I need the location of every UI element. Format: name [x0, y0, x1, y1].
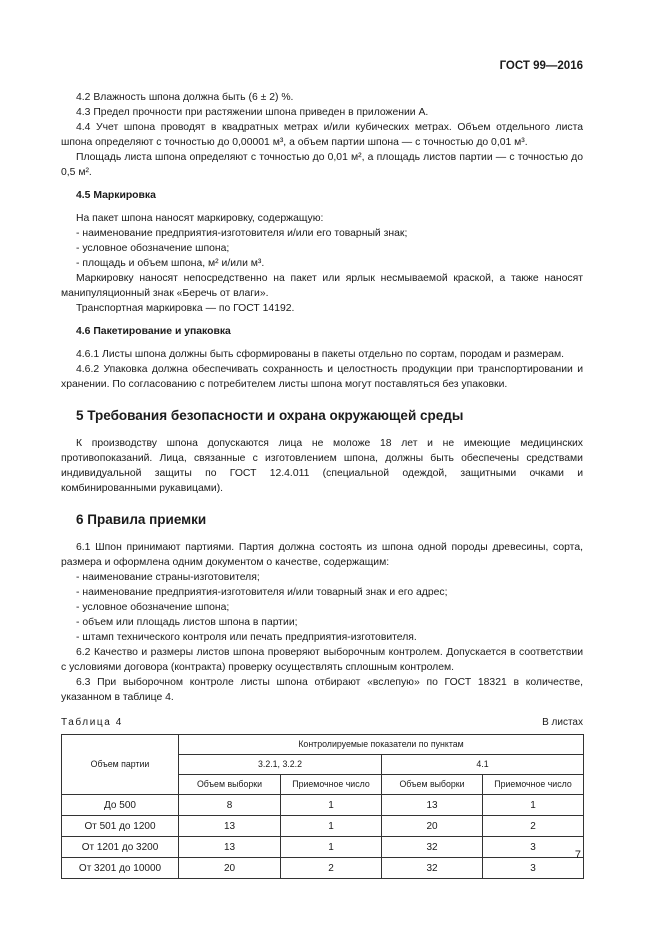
table-caption-row	[61, 715, 583, 730]
table-header-row	[62, 735, 584, 755]
page-content	[61, 90, 583, 879]
document-id-header: ГОСТ 99—2016	[499, 60, 583, 72]
list-item: - наименование предприятия-изготовителя и/или товарный знак и его адрес;	[76, 587, 448, 598]
list-item: - наименование предприятия-изготовителя и/или его товарный знак;	[76, 228, 408, 239]
header-clause-b: 4.1	[382, 755, 584, 775]
list-item: - условное обозначение шпона;	[76, 602, 230, 613]
cell-sample-b: 32	[382, 837, 483, 858]
cell-sample-a: 13	[179, 816, 281, 837]
table-row	[62, 837, 584, 858]
paragraph-6-1: 6.1 Шпон принимают партиями. Партия должна состоять из шпона одной породы древесины, сорта, размера и оформлена одним документом о качестве, содержащим:	[61, 542, 583, 568]
cell-accept-a: 1	[281, 795, 382, 816]
paragraph-6-2: 6.2 Качество и размеры листов шпона проверяют выборочным контролем. Допускается в соответствии с условиями договора (контракта) проверку осуществлять сплошным контролем.	[61, 647, 583, 673]
page-number: 7	[574, 849, 581, 861]
paragraph-4-4: 4.4 Учет шпона проводят в квадратных метрах и/или кубических метрах. Объем отдельного листа шпона определяют с точностью до 0,00001 м³, а объем партии шпона — с точностью до 0,01 м³.	[61, 122, 583, 148]
paragraph-4-5-marking: Маркировку наносят непосредственно на пакет или ярлык несмываемой краской, а также наносят манипуляционный знак «Беречь от влаги».	[61, 273, 583, 299]
cell-lot: От 3201 до 10000	[62, 858, 179, 879]
paragraph-area: Площадь листа шпона определяют с точностью до 0,01 м², а площадь листов партии — с точностью до 0,5 м².	[61, 152, 583, 178]
cell-sample-b: 32	[382, 858, 483, 879]
sampling-table	[61, 734, 584, 879]
cell-lot: До 500	[62, 795, 179, 816]
header-sample-size: Объем выборки	[382, 775, 483, 795]
table-caption: Таблица 4	[61, 717, 123, 728]
heading-4-6: 4.6 Пакетирование и упаковка	[76, 326, 231, 337]
paragraph-4-6-1: 4.6.1 Листы шпона должны быть сформированы в пакеты отдельно по сортам, породам и размерам.	[76, 349, 565, 360]
header-controlled-params: Контролируемые показатели по пунктам	[179, 735, 584, 755]
cell-sample-b: 13	[382, 795, 483, 816]
cell-sample-a: 8	[179, 795, 281, 816]
paragraph-4-3: 4.3 Предел прочности при растяжении шпона приведен в приложении А.	[76, 107, 429, 118]
cell-sample-a: 20	[179, 858, 281, 879]
paragraph-4-5-transport: Транспортная маркировка — по ГОСТ 14192.	[76, 303, 295, 314]
paragraph-4-2: 4.2 Влажность шпона должна быть (6 ± 2) %.	[76, 92, 294, 103]
cell-accept-b: 1	[483, 795, 584, 816]
header-sample-size: Объем выборки	[179, 775, 281, 795]
heading-section-6: 6 Правила приемки	[76, 512, 207, 527]
table-row	[62, 795, 584, 816]
paragraph-6-3: 6.3 При выборочном контроле листы шпона отбирают «вслепую» по ГОСТ 18321 в количестве, указанном в таблице 4.	[61, 677, 583, 703]
list-item: - штамп технического контроля или печать предприятия-изготовителя.	[76, 632, 417, 643]
list-item: - наименование страны-изготовителя;	[76, 572, 260, 583]
header-lot-volume: Объем партии	[62, 735, 179, 795]
list-item: - площадь и объем шпона, м² и/или м³.	[76, 258, 265, 269]
cell-lot: От 501 до 1200	[62, 816, 179, 837]
table-row	[62, 858, 584, 879]
table-unit: В листах	[542, 717, 583, 728]
list-item: - объем или площадь листов шпона в партии;	[76, 617, 298, 628]
heading-4-5: 4.5 Маркировка	[76, 190, 156, 201]
paragraph-5: К производству шпона допускаются лица не моложе 18 лет и не имеющие медицинских противопоказаний. Лица, связанные с изготовлением шпона, должны быть обеспечены средствами индивидуальной защиты по ГОСТ 12.4.011 (специальной одеждой, защитными очками и комбинированными рукавицами).	[61, 438, 583, 494]
header-acceptance-number: Приемочное число	[281, 775, 382, 795]
cell-accept-b: 3	[483, 858, 584, 879]
cell-accept-a: 1	[281, 837, 382, 858]
header-acceptance-number: Приемочное число	[483, 775, 584, 795]
cell-accept-b: 3	[483, 837, 584, 858]
cell-accept-a: 1	[281, 816, 382, 837]
table-row	[62, 816, 584, 837]
cell-lot: От 1201 до 3200	[62, 837, 179, 858]
cell-sample-b: 20	[382, 816, 483, 837]
paragraph-4-6-2: 4.6.2 Упаковка должна обеспечивать сохранность и целостность продукции при транспортировании и хранении. По согласованию с потребителем листы шпона могут поставляться без упаковки.	[61, 364, 583, 390]
heading-section-5: 5 Требования безопасности и охрана окружающей среды	[76, 408, 464, 423]
paragraph-4-5-intro: На пакет шпона наносят маркировку, содержащую:	[76, 213, 324, 224]
list-item: - условное обозначение шпона;	[76, 243, 230, 254]
cell-sample-a: 13	[179, 837, 281, 858]
cell-accept-b: 2	[483, 816, 584, 837]
cell-accept-a: 2	[281, 858, 382, 879]
header-clause-a: 3.2.1, 3.2.2	[179, 755, 382, 775]
